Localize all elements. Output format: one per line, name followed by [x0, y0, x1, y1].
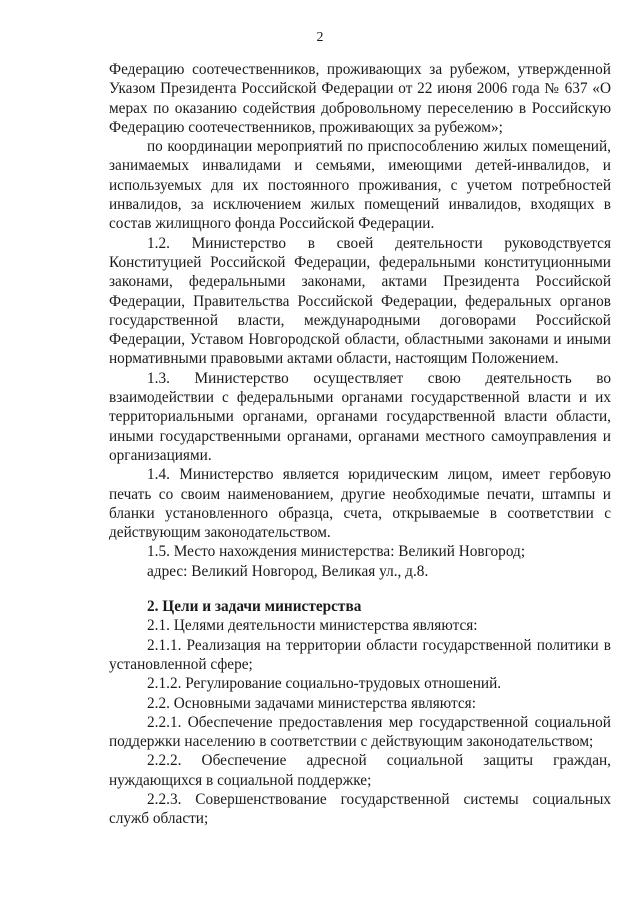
page-number: 2 [316, 30, 324, 45]
paragraph-2-1-2: 2.1.2. Регулирование социально-трудовых отношений. [147, 675, 502, 693]
paragraph-2-1-1: 2.1.1. Реализация на территории области государственной политики в установленной сфере; [109, 636, 611, 673]
section-heading: 2. Цели и задачи министерства [147, 598, 362, 616]
paragraph-housing-coordination: по координации мероприятий по приспособлению жилых помещений, занимаемых инвалидами и семьями, имеющими детей-инвалидов, и используемых для их постоянного проживания, с учетом потребностей инвалидов, за исключением жилых помещений инвалидов, входящих в состав жилищного фонда Российской Федерации. [109, 138, 611, 233]
paragraph-2-2: 2.2. Основными задачами министерства являются: [147, 694, 476, 712]
paragraph-2-2-1: 2.2.1. Обеспечение предоставления мер государственной социальной поддержки населению в соответствии с действующим законодательством; [109, 713, 611, 751]
paragraph-2-2-2: 2.2.2. Обеспечение адресной социальной защиты граждан, нуждающихся в социальной поддержке; [109, 752, 611, 789]
paragraph-2-1: 2.1. Целями деятельности министерства являются: [147, 617, 478, 635]
document-body [109, 60, 611, 829]
paragraph-continuation: Федерацию соотечественников, проживающих за рубежом, утвержденной Указом Президента Российской Федерации от 22 июня 2006 года № 637 «О мерах по оказанию содействия добровольному переселению в Российскую Федерацию соотечественников, проживающих за рубежом»; [109, 61, 611, 136]
paragraph-1-5: 1.5. Место нахождения министерства: Великий Новгород; [147, 543, 526, 561]
paragraph-1-4: 1.4. Министерство является юридическим лицом, имеет гербовую печать со своим наименованием, другие необходимые печати, штампы и бланки установленного образца, счета, открываемые в соответствии с действующим законодательством. [109, 466, 611, 542]
paragraph-1-2: 1.2. Министерство в своей деятельности руководствуется Конституцией Российской Федерации, федеральными конституционными законами, федеральными законами, актами Президента Российской Федерации, Правительства Российской Федерации, федеральных органов государственной власти, международными договорами Российской Федерации, Уставом Новгородской области, областными законами и иными нормативными правовыми актами области, настоящим Положением. [109, 234, 611, 368]
paragraph-1-3: 1.3. Министерство осуществляет свою деятельность во взаимодействии с федеральными органами государственной власти и их территориальными органами, органами государственной власти области, иными государственными органами, органами местного самоуправления и организациями. [109, 369, 611, 464]
paragraph-address: адрес: Великий Новгород, Великая ул., д.8. [147, 562, 429, 580]
paragraph-2-2-3: 2.2.3. Совершенствование государственной системы социальных служб области; [109, 790, 611, 828]
